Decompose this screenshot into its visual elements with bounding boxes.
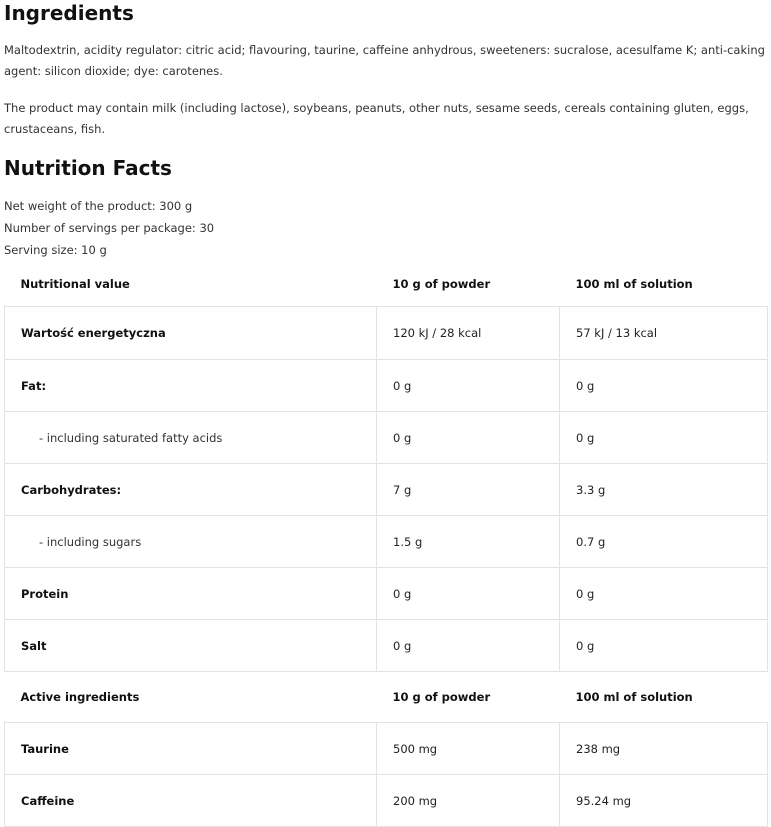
row-powder: 200 mg	[377, 775, 560, 827]
row-solution: 0 g	[560, 412, 768, 464]
row-powder: 0 g	[377, 360, 560, 412]
row-label: - including saturated fatty acids	[5, 412, 377, 464]
row-solution: 0 g	[560, 620, 768, 672]
row-label: Fat:	[5, 360, 377, 412]
row-powder: 500 mg	[377, 723, 560, 775]
nutrition-table	[4, 262, 768, 827]
row-solution: 3.3 g	[560, 464, 768, 516]
row-label: Protein	[5, 568, 377, 620]
row-solution: 0.7 g	[560, 516, 768, 568]
table-row	[5, 568, 768, 620]
serving-size: Serving size: 10 g	[4, 243, 107, 257]
row-powder: 0 g	[377, 620, 560, 672]
header-solution: 100 ml of solution	[575, 690, 693, 704]
row-powder: 1.5 g	[377, 516, 560, 568]
row-solution: 57 kJ / 13 kcal	[560, 307, 768, 360]
row-solution: 95.24 mg	[560, 775, 768, 827]
row-label: Taurine	[5, 723, 377, 775]
row-label: Carbohydrates:	[5, 464, 377, 516]
header-powder: 10 g of powder	[392, 690, 491, 704]
row-solution: 0 g	[560, 360, 768, 412]
ingredients-text: Maltodextrin, acidity regulator: citric acid; flavouring, taurine, caffeine anhydrous, sweeteners: sucralose, acesulfame K; anti-caking agent: silicon dioxide; dye: carotenes.	[4, 43, 765, 78]
header-active-ingredients: Active ingredients	[20, 690, 140, 704]
table-row	[5, 775, 768, 827]
row-label: Salt	[5, 620, 377, 672]
row-powder: 0 g	[377, 568, 560, 620]
nutrition-heading: Nutrition Facts	[4, 156, 172, 180]
row-powder: 0 g	[377, 412, 560, 464]
table-row	[5, 620, 768, 672]
servings-per-package: Number of servings per package: 30	[4, 221, 215, 235]
allergens-text: The product may contain milk (including lactose), soybeans, peanuts, other nuts, sesame seeds, cereals containing gluten, eggs, crustaceans, fish.	[4, 101, 749, 136]
net-weight: Net weight of the product: 300 g	[4, 199, 193, 213]
header-powder: 10 g of powder	[392, 277, 491, 291]
row-solution: 0 g	[560, 568, 768, 620]
active-ingredients-header	[5, 672, 768, 723]
row-powder: 120 kJ / 28 kcal	[377, 307, 560, 360]
table-row	[5, 307, 768, 360]
table-row	[5, 412, 768, 464]
table-row	[5, 516, 768, 568]
row-solution: 238 mg	[560, 723, 768, 775]
header-nutritional-value: Nutritional value	[20, 277, 130, 291]
row-label: - including sugars	[5, 516, 377, 568]
row-label: Wartość energetyczna	[5, 307, 377, 360]
row-powder: 7 g	[377, 464, 560, 516]
table-row	[5, 464, 768, 516]
nutrition-meta	[4, 195, 214, 261]
nutrition-table-header	[5, 262, 768, 307]
ingredients-heading: Ingredients	[4, 1, 134, 25]
table-row	[5, 360, 768, 412]
row-label: Caffeine	[5, 775, 377, 827]
header-solution: 100 ml of solution	[575, 277, 693, 291]
table-row	[5, 723, 768, 775]
